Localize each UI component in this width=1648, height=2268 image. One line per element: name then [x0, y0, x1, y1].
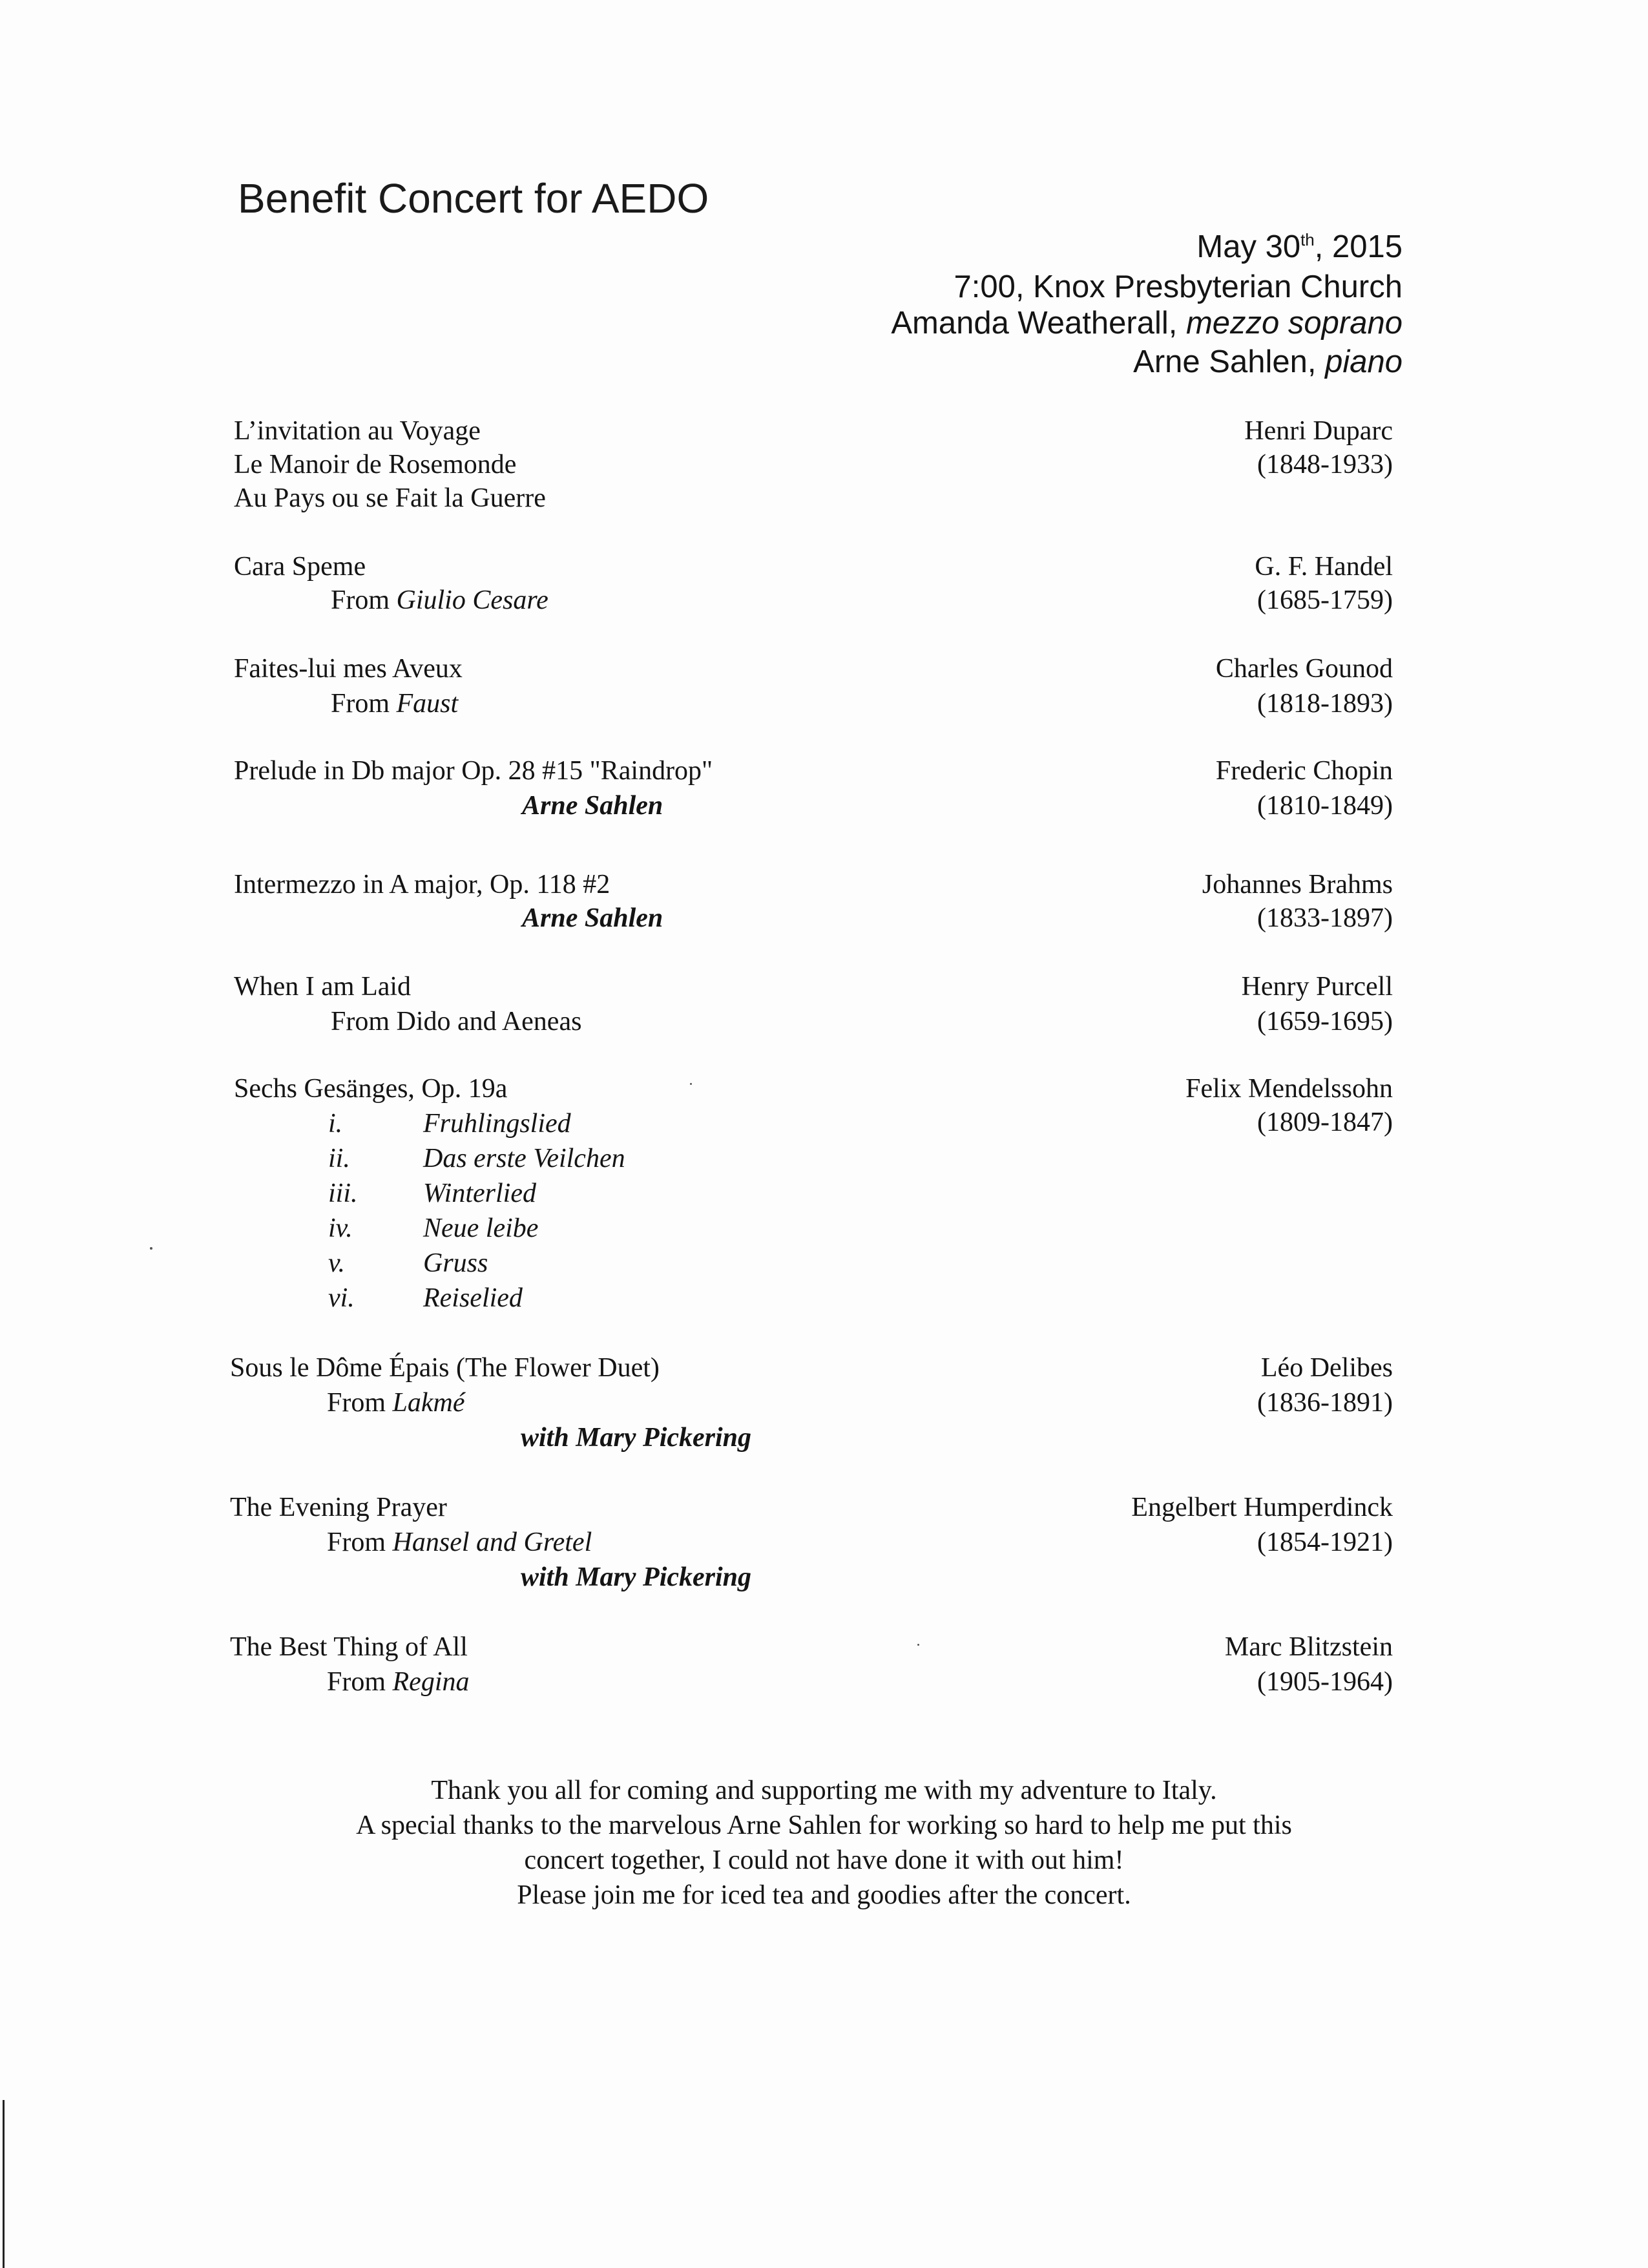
piece-title: Au Pays ou se Fait la Guerre: [234, 483, 546, 513]
piece-title: L’invitation au Voyage: [234, 416, 481, 446]
composer-years: (1818-1893): [1257, 689, 1393, 719]
source-label: From: [327, 1388, 393, 1418]
piece-title: Le Manoir de Rosemonde: [234, 450, 517, 479]
composer-name: Marc Blitzstein: [1224, 1632, 1393, 1662]
source-work: Regina: [392, 1667, 470, 1697]
composer-name: Felix Mendelssohn: [1185, 1074, 1393, 1104]
date-day: May 30: [1196, 229, 1301, 264]
movement-number: ii.: [328, 1144, 350, 1173]
scan-speck: [690, 1083, 692, 1085]
concert-title: Benefit Concert for AEDO: [238, 175, 709, 222]
movement-title: Fruhlingslied: [423, 1109, 571, 1139]
performer-credit: with Mary Pickering: [521, 1562, 752, 1592]
movement-number: vi.: [328, 1283, 355, 1313]
movement-number: v.: [328, 1248, 346, 1278]
piece-source: [327, 1525, 592, 1560]
movement-title: Reiselied: [423, 1283, 523, 1313]
performer-credit: Arne Sahlen: [522, 791, 663, 821]
pianist-name: Arne Sahlen,: [1133, 344, 1326, 379]
singer-name: Amanda Weatherall,: [891, 306, 1186, 341]
movement-number: iv.: [328, 1213, 353, 1243]
movement-number: iii.: [328, 1179, 358, 1208]
source-work: Faust: [396, 689, 459, 719]
composer-years: (1848-1933): [1257, 450, 1393, 479]
source-label: From: [331, 585, 397, 615]
thanks-line: Thank you all for coming and supporting me with my adventure to Italy.: [431, 1776, 1217, 1805]
piece-title: Intermezzo in A major, Op. 118 #2: [234, 870, 610, 899]
composer-name: Frederic Chopin: [1215, 756, 1393, 786]
composer-years: (1905-1964): [1257, 1667, 1393, 1697]
piece-title: Sechs Gesänges, Op. 19a: [234, 1074, 508, 1104]
composer-years: (1659-1695): [1257, 1007, 1393, 1036]
source-work: Giulio Cesare: [396, 585, 548, 615]
movement-title: Winterlied: [423, 1179, 536, 1208]
movement-title: Neue leibe: [423, 1213, 539, 1243]
composer-name: Engelbert Humperdinck: [1131, 1493, 1393, 1522]
thanks-line: concert together, I could not have done it with out him!: [524, 1845, 1124, 1875]
composer-name: Johannes Brahms: [1202, 870, 1393, 899]
composer-name: G. F. Handel: [1255, 552, 1393, 582]
composer-years: (1854-1921): [1257, 1528, 1393, 1557]
movement-title: Gruss: [423, 1248, 488, 1278]
piece-title: Prelude in Db major Op. 28 #15 "Raindrop": [234, 756, 713, 786]
composer-years: (1809-1847): [1257, 1108, 1393, 1137]
composer-years: (1685-1759): [1257, 585, 1393, 615]
performer-credit: with Mary Pickering: [521, 1423, 752, 1453]
thanks-line: Please join me for iced tea and goodies after the concert.: [517, 1880, 1131, 1910]
piece-source: [327, 1664, 469, 1699]
performer-credit: Arne Sahlen: [522, 903, 663, 933]
piece-title: Faites-lui mes Aveux: [234, 654, 463, 684]
composer-name: Léo Delibes: [1260, 1353, 1393, 1383]
piece-source: From Dido and Aeneas: [331, 1007, 582, 1036]
pianist-credit: [1133, 346, 1403, 378]
composer-years: (1833-1897): [1257, 903, 1393, 933]
singer-credit: [891, 308, 1403, 339]
date-suffix: th: [1300, 230, 1315, 249]
scan-speck: [917, 1644, 919, 1646]
singer-voice: mezzo soprano: [1185, 306, 1403, 341]
movement-title: Das erste Veilchen: [423, 1144, 625, 1173]
concert-date: [1196, 231, 1403, 263]
piece-title: The Evening Prayer: [230, 1493, 447, 1522]
piece-source: [331, 583, 548, 618]
composer-years: (1836-1891): [1257, 1388, 1393, 1418]
composer-name: Charles Gounod: [1215, 654, 1393, 684]
piece-title: When I am Laid: [234, 972, 412, 1002]
scan-edge-line: [3, 2100, 5, 2268]
piece-title: Sous le Dôme Épais (The Flower Duet): [230, 1353, 660, 1383]
movement-number: i.: [328, 1109, 343, 1139]
composer-years: (1810-1849): [1257, 791, 1393, 821]
source-label: From: [327, 1667, 393, 1697]
thanks-line: A special thanks to the marvelous Arne Sahlen for working so hard to help me put this: [356, 1811, 1292, 1840]
piece-title: The Best Thing of All: [230, 1632, 468, 1662]
piece-title: Cara Speme: [234, 552, 366, 582]
pianist-instrument: piano: [1325, 344, 1403, 379]
composer-name: Henry Purcell: [1241, 972, 1393, 1002]
source-work: Lakmé: [392, 1388, 465, 1418]
piece-source: [327, 1385, 465, 1420]
source-work: Hansel and Gretel: [392, 1528, 592, 1557]
date-year: , 2015: [1314, 229, 1403, 264]
source-label: From: [327, 1528, 393, 1557]
concert-time-venue: 7:00, Knox Presbyterian Church: [954, 269, 1403, 304]
scan-speck: [150, 1247, 152, 1250]
piece-source: [331, 686, 458, 721]
composer-name: Henri Duparc: [1244, 416, 1393, 446]
source-label: From: [331, 689, 397, 719]
